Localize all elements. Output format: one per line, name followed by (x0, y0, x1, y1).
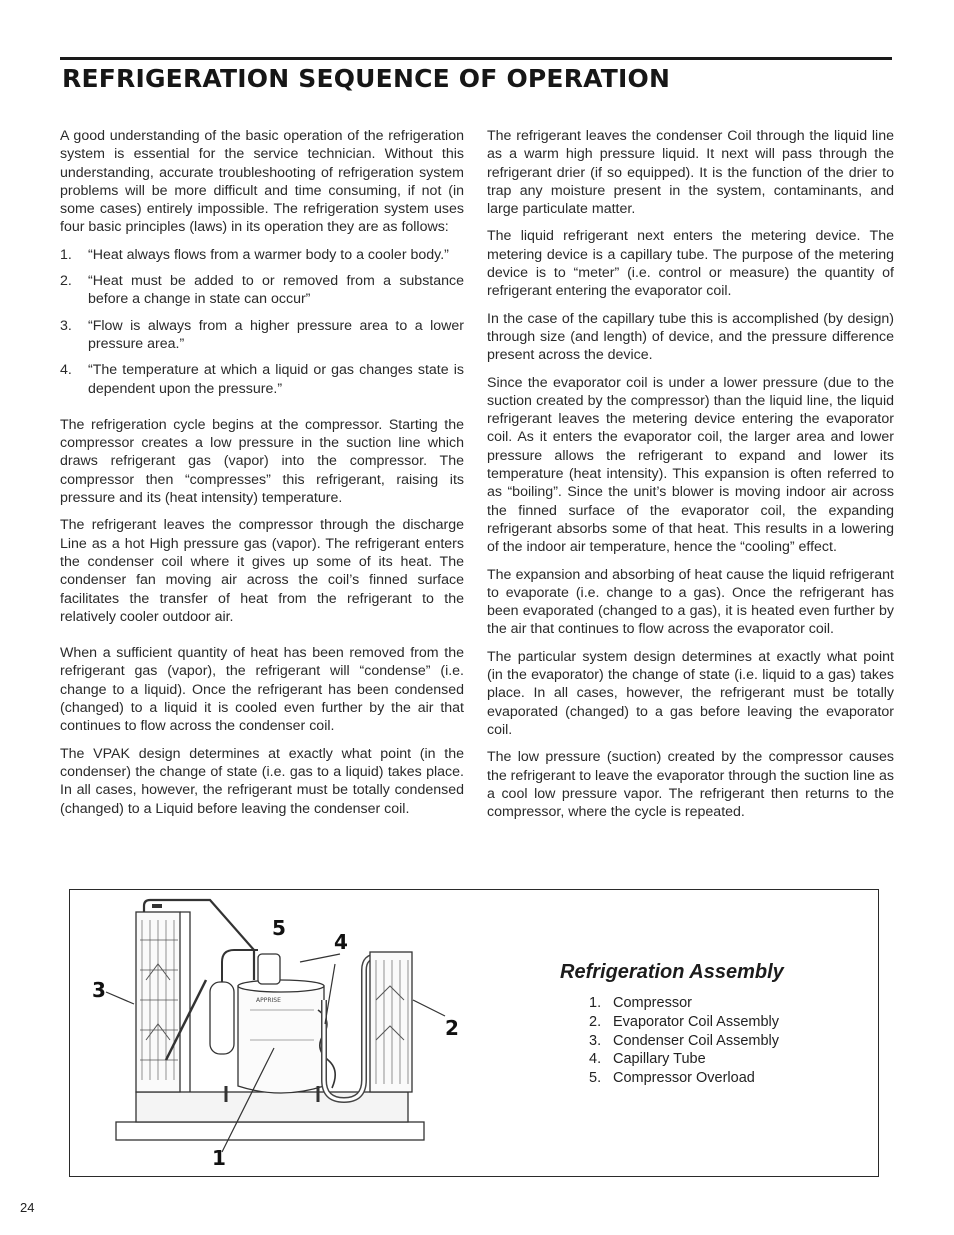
base-plate (116, 1122, 424, 1140)
condense-paragraph: When a sufficient quantity of heat has been removed from the refrigerant gas (vapor), the refrigerant will “condense” (i.e. change to a liquid). Once the refrigerant has been condensed (changed) to a liquid it is cooled even further by the air that continues to flow across the condenser coil. (60, 645, 464, 735)
expansion-paragraph: The expansion and absorbing of heat cause the liquid refrigerant to evaporate (i.e. change to a gas). Once the refrigerant has been evaporated (changed to a gas), it is heated even further by the air that continues to flow across the evaporator coil. (487, 566, 894, 638)
intro-paragraph: A good understanding of the basic operation of the refrigeration system is essential for the service technician. Without this understanding, accurate troubleshooting of refrigeration system problems will be more difficult and time consuming, if not (in some cases) entirely impossible. The refrigeration system uses four basic principles (laws) in its operation they are as follows: (60, 128, 464, 236)
list-item: 1. Compressor (589, 995, 692, 1011)
compressor-brand: APPRISE (256, 997, 281, 1004)
callout-1: 1 (212, 1146, 226, 1170)
compressor-paragraph: The refrigeration cycle begins at the compressor. Starting the compressor creates a low pressure in the suction line which draws refrigerant gas (vapor) into the compressor. The compressor then “compresses” this refrigerant, raising its pressure and its (heat intensity) temperature. (60, 416, 464, 507)
list-item: 3. “Flow is always from a higher pressure area to a lower pressure area.” (60, 317, 464, 352)
list-item: 2. “Heat must be added to or removed from a substance before a change in state can occur” (60, 273, 464, 308)
figure-legend (560, 961, 784, 1088)
callout-2: 2 (445, 1016, 459, 1040)
list-item: 2. Evaporator Coil Assembly (589, 1013, 780, 1030)
list-item: 4. “The temperature at which a liquid or gas changes state is dependent upon the pressure.” (60, 362, 464, 397)
callout-5: 5 (272, 916, 286, 940)
liquid-line-paragraph: The refrigerant leaves the condenser Coil through the liquid line as a warm high pressure liquid. It next will pass through the refrigerant drier (if so equipped). It is the function of the drier to trap any moisture present in the system, contaminants, and large particulate matter. (487, 128, 894, 218)
callout-4: 4 (334, 930, 348, 954)
list-item: 5. Compressor Overload (589, 1070, 755, 1087)
discharge-paragraph: The refrigerant leaves the compressor through the discharge Line as a hot High pressure gas (vapor). The refrigerant enters the condenser coil where it gives up some of its heat. The condenser fan moving air across the coil’s finned surface facilitates the transfer of heat from the refrigerant to the relatively cooler outdoor air. (60, 517, 464, 625)
compressor (226, 954, 324, 1102)
metering-paragraph: The liquid refrigerant next enters the metering device. The metering device is a capillary tube. The purpose of the metering device is to “meter” (i.e. control or measure) the quantity of refrigerant entering the evaporator coil. (487, 228, 894, 300)
condenser-coil (136, 912, 190, 1092)
vpak-paragraph: The VPAK design determines at exactly what point (in the condenser) the change of state (i.e. gas to a liquid) takes place. In all cases, however, the refrigerant must be totally condensed (changed) to a Liquid before leaving the condenser coil. (60, 745, 464, 817)
refrigeration-assembly-figure (69, 889, 879, 1177)
laws-list (60, 246, 464, 398)
left-column (60, 127, 464, 827)
page-number: 24 (20, 1200, 35, 1215)
legend-title: Refrigeration Assembly (560, 961, 784, 983)
design-paragraph: The particular system design determines at exactly what point (in the evaporator) the change of state (i.e. liquid to a gas) takes place. In all cases, however, the refrigerant must be totally evaporated (changed) to a gas before leaving the evaporator coil. (487, 648, 894, 738)
list-item: 4. Capillary Tube (589, 1051, 706, 1068)
capillary-paragraph: In the case of the capillary tube this is accomplished (by design) through size (and length) of device, and the pressure difference present across the device. (487, 310, 894, 364)
page-title: REFRIGERATION SEQUENCE OF OPERATION (62, 64, 671, 93)
header-rule (60, 57, 892, 60)
list-item: 1. “Heat always flows from a warmer body to a cooler body.” (60, 246, 449, 263)
callout-3: 3 (92, 978, 106, 1002)
base-pan (136, 1092, 408, 1122)
suction-paragraph: The low pressure (suction) created by the compressor causes the refrigerant to leave the evaporator through the suction line as a cool low pressure vapor. The refrigerant then returns to the compressor, where the cycle is repeated. (487, 749, 894, 821)
right-column (487, 127, 894, 830)
legend-list (560, 994, 784, 1088)
list-item: 3. Condenser Coil Assembly (589, 1032, 780, 1049)
evaporator-coil (370, 952, 412, 1092)
evaporator-paragraph: Since the evaporator coil is under a lower pressure (due to the suction created by the compressor) than the liquid line, the liquid refrigerant leaves the metering device entering the evaporator coil. As it enters the evaporator coil, the larger area and lower pressure allows the refrigerant to expand and lower its temperature (heat intensity). This expansion is often referred to as “boiling”. Since the unit’s blower is moving indoor air across the finned surface of the evaporator coil, the expanding refrigerant absorbs some of that heat. This results in a lowering of the indoor air temperature, hence the “cooling” effect. (487, 374, 894, 556)
